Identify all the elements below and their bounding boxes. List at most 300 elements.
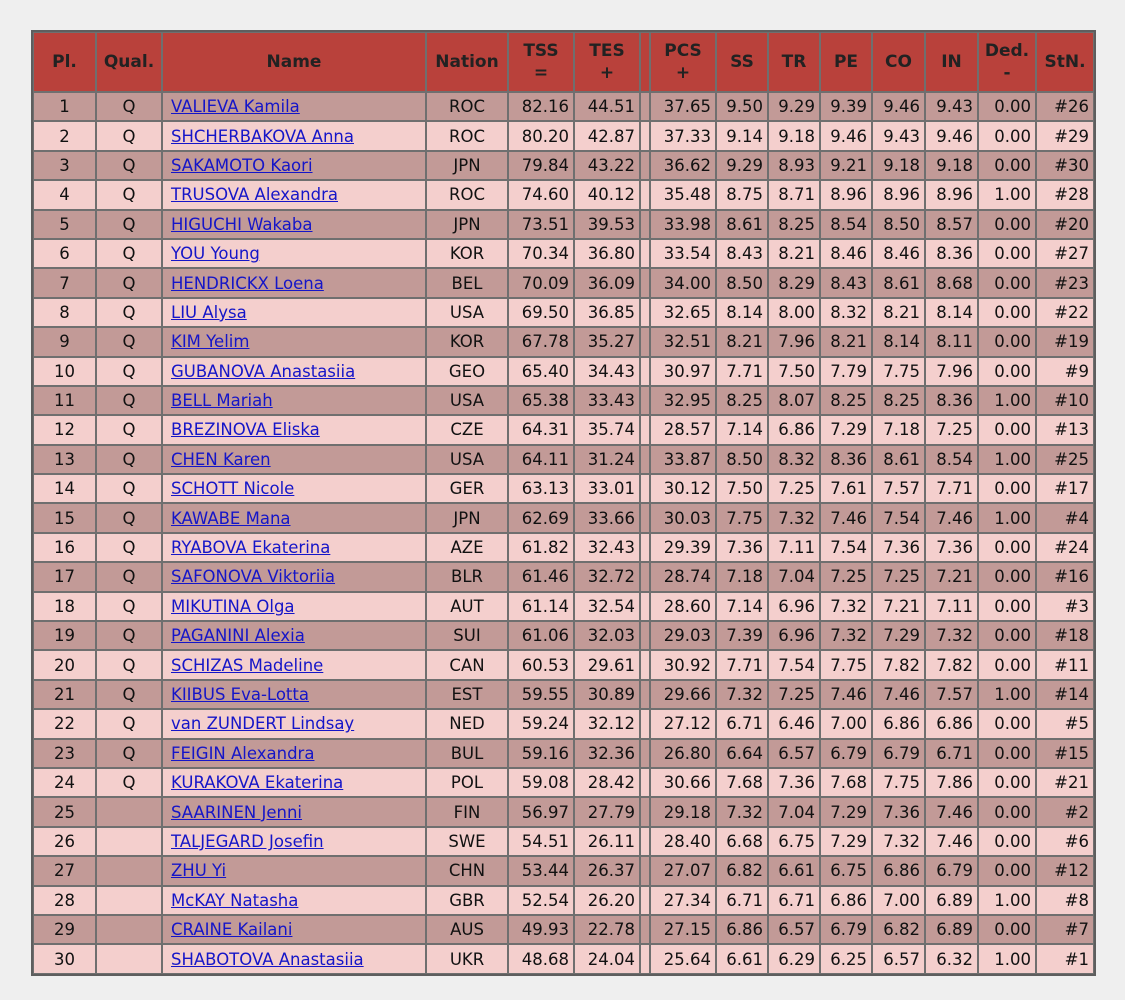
skater-name-link[interactable]: SCHOTT Nicole — [171, 479, 295, 499]
tr-cell: 8.29 — [768, 268, 820, 297]
pcs-cell: 35.48 — [650, 180, 716, 209]
in-cell: 8.36 — [925, 386, 978, 415]
nation-cell: CAN — [426, 650, 508, 679]
pcs-cell: 29.39 — [650, 533, 716, 562]
pe-cell: 6.79 — [820, 739, 872, 768]
deduction-cell: 0.00 — [978, 592, 1036, 621]
deduction-cell: 1.00 — [978, 886, 1036, 915]
pe-cell: 7.61 — [820, 474, 872, 503]
table-row — [33, 592, 1094, 621]
qualification-cell: Q — [96, 503, 162, 532]
tss-cell: 82.16 — [508, 92, 574, 121]
column-separator — [640, 327, 650, 356]
place-cell: 16 — [33, 533, 96, 562]
nation-cell: AZE — [426, 533, 508, 562]
co-cell: 8.50 — [872, 210, 925, 239]
tr-cell: 7.04 — [768, 562, 820, 591]
column-separator — [640, 415, 650, 444]
start-number-cell: #28 — [1036, 180, 1094, 209]
qualification-cell: Q — [96, 239, 162, 268]
tss-cell: 61.14 — [508, 592, 574, 621]
co-cell: 6.86 — [872, 856, 925, 885]
tes-cell: 29.61 — [574, 650, 640, 679]
in-cell: 8.96 — [925, 180, 978, 209]
skater-name-cell — [162, 592, 426, 621]
qualification-cell: Q — [96, 445, 162, 474]
co-cell: 8.46 — [872, 239, 925, 268]
tes-cell: 39.53 — [574, 210, 640, 239]
pe-cell: 9.39 — [820, 92, 872, 121]
skater-name-cell — [162, 121, 426, 150]
skater-name-cell — [162, 797, 426, 826]
pcs-cell: 30.12 — [650, 474, 716, 503]
tes-cell: 40.12 — [574, 180, 640, 209]
ss-cell: 7.71 — [716, 650, 768, 679]
column-separator — [640, 239, 650, 268]
skater-name-link[interactable]: BELL Mariah — [171, 391, 273, 411]
ss-cell: 6.82 — [716, 856, 768, 885]
table-row — [33, 268, 1094, 297]
tss-cell: 70.34 — [508, 239, 574, 268]
skater-name-link[interactable]: TRUSOVA Alexandra — [171, 185, 338, 205]
start-number-cell: #26 — [1036, 92, 1094, 121]
co-cell: 7.36 — [872, 797, 925, 826]
nation-cell: BLR — [426, 562, 508, 591]
start-number-cell: #29 — [1036, 121, 1094, 150]
header-pl: Pl. — [33, 32, 96, 92]
skater-name-link[interactable]: SHCHERBAKOVA Anna — [171, 126, 354, 146]
ss-cell: 8.50 — [716, 268, 768, 297]
place-cell: 29 — [33, 915, 96, 944]
in-cell: 8.54 — [925, 445, 978, 474]
tr-cell: 8.25 — [768, 210, 820, 239]
skater-name-link[interactable]: CRAINE Kailani — [171, 920, 293, 940]
ss-cell: 7.14 — [716, 415, 768, 444]
in-cell: 9.43 — [925, 92, 978, 121]
tss-cell: 63.13 — [508, 474, 574, 503]
nation-cell: USA — [426, 298, 508, 327]
ss-cell: 6.64 — [716, 739, 768, 768]
pe-cell: 7.32 — [820, 621, 872, 650]
pcs-cell: 30.92 — [650, 650, 716, 679]
deduction-cell: 0.00 — [978, 562, 1036, 591]
ss-cell: 7.32 — [716, 797, 768, 826]
tr-cell: 8.93 — [768, 151, 820, 180]
pe-cell: 8.21 — [820, 327, 872, 356]
deduction-cell: 0.00 — [978, 210, 1036, 239]
pe-cell: 7.79 — [820, 357, 872, 386]
pe-cell: 8.36 — [820, 445, 872, 474]
qualification-cell: Q — [96, 768, 162, 797]
nation-cell: POL — [426, 768, 508, 797]
tss-cell: 48.68 — [508, 944, 574, 973]
start-number-cell: #16 — [1036, 562, 1094, 591]
ss-cell: 9.14 — [716, 121, 768, 150]
start-number-cell: #21 — [1036, 768, 1094, 797]
place-cell: 4 — [33, 180, 96, 209]
skater-name-link[interactable]: MIKUTINA Olga — [171, 596, 295, 616]
in-cell: 8.57 — [925, 210, 978, 239]
skater-name-link[interactable]: PAGANINI Alexia — [171, 626, 305, 646]
qualification-cell: Q — [96, 386, 162, 415]
pe-cell: 7.46 — [820, 503, 872, 532]
pcs-cell: 28.57 — [650, 415, 716, 444]
header-separator — [640, 32, 650, 92]
pcs-cell: 28.40 — [650, 827, 716, 856]
in-cell: 7.25 — [925, 415, 978, 444]
pe-cell: 8.54 — [820, 210, 872, 239]
tes-cell: 34.43 — [574, 357, 640, 386]
deduction-cell: 0.00 — [978, 151, 1036, 180]
skater-name-link[interactable]: TALJEGARD Josefin — [171, 831, 324, 851]
place-cell: 23 — [33, 739, 96, 768]
qualification-cell: Q — [96, 121, 162, 150]
place-cell: 1 — [33, 92, 96, 121]
ss-cell: 7.36 — [716, 533, 768, 562]
nation-cell: NED — [426, 709, 508, 738]
column-separator — [640, 474, 650, 503]
deduction-cell: 0.00 — [978, 856, 1036, 885]
pcs-cell: 27.15 — [650, 915, 716, 944]
nation-cell: JPN — [426, 210, 508, 239]
deduction-cell: 1.00 — [978, 445, 1036, 474]
table-row — [33, 180, 1094, 209]
tes-cell: 33.66 — [574, 503, 640, 532]
skater-name-link[interactable]: KURAKOVA Ekaterina — [171, 773, 344, 793]
qualification-cell: Q — [96, 210, 162, 239]
deduction-cell: 0.00 — [978, 474, 1036, 503]
tr-cell: 7.32 — [768, 503, 820, 532]
tss-cell: 52.54 — [508, 886, 574, 915]
in-cell: 6.71 — [925, 739, 978, 768]
skater-name-link[interactable]: SAFONOVA Viktoriia — [171, 567, 336, 587]
tss-cell: 59.08 — [508, 768, 574, 797]
skater-name-link[interactable]: YOU Young — [171, 244, 260, 264]
skater-name-link[interactable]: van ZUNDERT Lindsay — [171, 714, 355, 734]
pcs-cell: 28.74 — [650, 562, 716, 591]
tr-cell: 9.18 — [768, 121, 820, 150]
place-cell: 13 — [33, 445, 96, 474]
tss-cell: 60.53 — [508, 650, 574, 679]
nation-cell: EST — [426, 680, 508, 709]
nation-cell: JPN — [426, 151, 508, 180]
table-row — [33, 886, 1094, 915]
in-cell: 6.79 — [925, 856, 978, 885]
skater-name-link[interactable]: BREZINOVA Eliska — [171, 420, 320, 440]
tes-cell: 30.89 — [574, 680, 640, 709]
skater-name-cell — [162, 268, 426, 297]
co-cell: 6.82 — [872, 915, 925, 944]
tes-cell: 26.37 — [574, 856, 640, 885]
pcs-cell: 32.65 — [650, 298, 716, 327]
nation-cell: CZE — [426, 415, 508, 444]
tr-cell: 9.29 — [768, 92, 820, 121]
skater-name-cell — [162, 533, 426, 562]
co-cell: 9.18 — [872, 151, 925, 180]
co-cell: 8.96 — [872, 180, 925, 209]
skater-name-cell — [162, 357, 426, 386]
column-separator — [640, 180, 650, 209]
start-number-cell: #12 — [1036, 856, 1094, 885]
table-row — [33, 621, 1094, 650]
tr-cell: 6.86 — [768, 415, 820, 444]
ss-cell: 8.61 — [716, 210, 768, 239]
start-number-cell: #23 — [1036, 268, 1094, 297]
table-row — [33, 944, 1094, 973]
skater-name-cell — [162, 915, 426, 944]
tr-cell: 8.21 — [768, 239, 820, 268]
column-separator — [640, 827, 650, 856]
tr-cell: 6.57 — [768, 915, 820, 944]
co-cell: 8.21 — [872, 298, 925, 327]
skater-name-link[interactable]: SHABOTOVA Anastasiia — [171, 949, 364, 969]
skater-name-link[interactable]: FEIGIN Alexandra — [171, 743, 315, 763]
tss-cell: 79.84 — [508, 151, 574, 180]
column-separator — [640, 856, 650, 885]
co-cell: 7.54 — [872, 503, 925, 532]
skater-name-cell — [162, 856, 426, 885]
pe-cell: 6.86 — [820, 886, 872, 915]
pcs-cell: 37.33 — [650, 121, 716, 150]
ss-cell: 8.25 — [716, 386, 768, 415]
deduction-cell: 0.00 — [978, 298, 1036, 327]
skater-name-link[interactable]: LIU Alysa — [171, 302, 247, 322]
start-number-cell: #18 — [1036, 621, 1094, 650]
tr-cell: 8.00 — [768, 298, 820, 327]
tes-cell: 28.42 — [574, 768, 640, 797]
skater-name-link[interactable]: HENDRICKX Loena — [171, 273, 324, 293]
pcs-cell: 29.66 — [650, 680, 716, 709]
skater-name-link[interactable]: CHEN Karen — [171, 449, 271, 469]
table-row — [33, 415, 1094, 444]
skater-name-link[interactable]: SCHIZAS Madeline — [171, 655, 324, 675]
pcs-cell: 26.80 — [650, 739, 716, 768]
ss-cell: 9.29 — [716, 151, 768, 180]
table-row — [33, 856, 1094, 885]
co-cell: 7.29 — [872, 621, 925, 650]
in-cell: 9.46 — [925, 121, 978, 150]
place-cell: 17 — [33, 562, 96, 591]
ss-cell: 6.61 — [716, 944, 768, 973]
qualification-cell: Q — [96, 268, 162, 297]
co-cell: 6.57 — [872, 944, 925, 973]
pcs-cell: 27.34 — [650, 886, 716, 915]
nation-cell: ROC — [426, 180, 508, 209]
start-number-cell: #15 — [1036, 739, 1094, 768]
skater-name-link[interactable]: HIGUCHI Wakaba — [171, 214, 313, 234]
pcs-cell: 28.60 — [650, 592, 716, 621]
skater-name-link[interactable]: SAARINEN Jenni — [171, 802, 303, 822]
pe-cell: 6.79 — [820, 915, 872, 944]
co-cell: 9.46 — [872, 92, 925, 121]
column-separator — [640, 210, 650, 239]
tr-cell: 6.61 — [768, 856, 820, 885]
column-separator — [640, 268, 650, 297]
place-cell: 28 — [33, 886, 96, 915]
qualification-cell: Q — [96, 92, 162, 121]
pe-cell: 8.46 — [820, 239, 872, 268]
tes-cell: 27.79 — [574, 797, 640, 826]
deduction-cell: 0.00 — [978, 709, 1036, 738]
place-cell: 26 — [33, 827, 96, 856]
table-row — [33, 298, 1094, 327]
nation-cell: SUI — [426, 621, 508, 650]
header-ss: SS — [716, 32, 768, 92]
header-ded: Ded. - — [978, 32, 1036, 92]
skater-name-link[interactable]: KIM Yelim — [171, 332, 250, 352]
in-cell: 7.21 — [925, 562, 978, 591]
pcs-cell: 36.62 — [650, 151, 716, 180]
table-row — [33, 474, 1094, 503]
tss-cell: 64.31 — [508, 415, 574, 444]
table-row — [33, 797, 1094, 826]
nation-cell: USA — [426, 445, 508, 474]
co-cell: 8.25 — [872, 386, 925, 415]
nation-cell: AUS — [426, 915, 508, 944]
column-separator — [640, 768, 650, 797]
skater-name-cell — [162, 944, 426, 973]
skater-name-link[interactable]: McKAY Natasha — [171, 890, 299, 910]
column-separator — [640, 944, 650, 973]
place-cell: 21 — [33, 680, 96, 709]
in-cell: 7.32 — [925, 621, 978, 650]
pcs-cell: 25.64 — [650, 944, 716, 973]
deduction-cell: 1.00 — [978, 503, 1036, 532]
qualification-cell — [96, 827, 162, 856]
tr-cell: 6.29 — [768, 944, 820, 973]
skater-name-link[interactable]: ZHU Yi — [171, 861, 227, 881]
tr-cell: 8.32 — [768, 445, 820, 474]
table-row — [33, 709, 1094, 738]
tes-cell: 42.87 — [574, 121, 640, 150]
qualification-cell: Q — [96, 298, 162, 327]
ss-cell: 6.68 — [716, 827, 768, 856]
qualification-cell: Q — [96, 650, 162, 679]
start-number-cell: #22 — [1036, 298, 1094, 327]
ss-cell: 8.43 — [716, 239, 768, 268]
skater-name-link[interactable]: SAKAMOTO Kaori — [171, 155, 313, 175]
deduction-cell: 0.00 — [978, 92, 1036, 121]
tss-cell: 54.51 — [508, 827, 574, 856]
tes-cell: 32.43 — [574, 533, 640, 562]
results-body — [33, 92, 1094, 974]
place-cell: 20 — [33, 650, 96, 679]
header-pe: PE — [820, 32, 872, 92]
tr-cell: 6.57 — [768, 739, 820, 768]
skater-name-link[interactable]: KIIBUS Eva-Lotta — [171, 685, 309, 704]
co-cell: 9.43 — [872, 121, 925, 150]
deduction-cell: 1.00 — [978, 944, 1036, 973]
place-cell: 25 — [33, 797, 96, 826]
nation-cell: UKR — [426, 944, 508, 973]
place-cell: 5 — [33, 210, 96, 239]
tes-cell: 32.36 — [574, 739, 640, 768]
ss-cell: 8.75 — [716, 180, 768, 209]
qualification-cell: Q — [96, 415, 162, 444]
place-cell: 3 — [33, 151, 96, 180]
skater-name-cell — [162, 415, 426, 444]
column-separator — [640, 151, 650, 180]
skater-name-link[interactable]: RYABOVA Ekaterina — [171, 538, 331, 558]
nation-cell: BUL — [426, 739, 508, 768]
skater-name-cell — [162, 180, 426, 209]
start-number-cell: #10 — [1036, 386, 1094, 415]
tr-cell: 7.50 — [768, 357, 820, 386]
start-number-cell: #3 — [1036, 592, 1094, 621]
tr-cell: 7.25 — [768, 474, 820, 503]
pe-cell: 7.32 — [820, 592, 872, 621]
skater-name-link[interactable]: VALIEVA Kamila — [171, 97, 300, 117]
tes-cell: 35.27 — [574, 327, 640, 356]
start-number-cell: #9 — [1036, 357, 1094, 386]
column-separator — [640, 357, 650, 386]
ss-cell: 7.14 — [716, 592, 768, 621]
qualification-cell — [96, 944, 162, 973]
pcs-cell: 27.12 — [650, 709, 716, 738]
co-cell: 7.75 — [872, 357, 925, 386]
header-tes: TES + — [574, 32, 640, 92]
tss-cell: 64.11 — [508, 445, 574, 474]
deduction-cell: 0.00 — [978, 739, 1036, 768]
tr-cell: 6.46 — [768, 709, 820, 738]
column-separator — [640, 621, 650, 650]
tr-cell: 6.96 — [768, 592, 820, 621]
in-cell: 7.46 — [925, 797, 978, 826]
co-cell: 7.75 — [872, 768, 925, 797]
column-separator — [640, 445, 650, 474]
skater-name-cell — [162, 886, 426, 915]
start-number-cell: #7 — [1036, 915, 1094, 944]
in-cell: 7.46 — [925, 827, 978, 856]
tss-cell: 65.38 — [508, 386, 574, 415]
in-cell: 6.89 — [925, 886, 978, 915]
qualification-cell: Q — [96, 680, 162, 709]
co-cell: 8.61 — [872, 445, 925, 474]
nation-cell: GEO — [426, 357, 508, 386]
deduction-cell: 0.00 — [978, 621, 1036, 650]
tss-cell: 80.20 — [508, 121, 574, 150]
qualification-cell: Q — [96, 709, 162, 738]
pcs-cell: 30.03 — [650, 503, 716, 532]
tr-cell: 8.07 — [768, 386, 820, 415]
tes-cell: 26.11 — [574, 827, 640, 856]
skater-name-cell — [162, 239, 426, 268]
pcs-cell: 32.95 — [650, 386, 716, 415]
skater-name-link[interactable]: KAWABE Mana — [171, 508, 291, 528]
place-cell: 15 — [33, 503, 96, 532]
place-cell: 12 — [33, 415, 96, 444]
in-cell: 7.36 — [925, 533, 978, 562]
table-row — [33, 151, 1094, 180]
start-number-cell: #1 — [1036, 944, 1094, 973]
pe-cell: 8.96 — [820, 180, 872, 209]
nation-cell: BEL — [426, 268, 508, 297]
place-cell: 18 — [33, 592, 96, 621]
start-number-cell: #30 — [1036, 151, 1094, 180]
column-separator — [640, 915, 650, 944]
pe-cell: 9.46 — [820, 121, 872, 150]
column-separator — [640, 739, 650, 768]
tr-cell: 7.11 — [768, 533, 820, 562]
deduction-cell: 0.00 — [978, 797, 1036, 826]
header-pcs: PCS + — [650, 32, 716, 92]
tss-cell: 53.44 — [508, 856, 574, 885]
place-cell: 9 — [33, 327, 96, 356]
column-separator — [640, 503, 650, 532]
skater-name-link[interactable]: GUBANOVA Anastasiia — [171, 361, 356, 381]
table-row — [33, 210, 1094, 239]
co-cell: 7.25 — [872, 562, 925, 591]
